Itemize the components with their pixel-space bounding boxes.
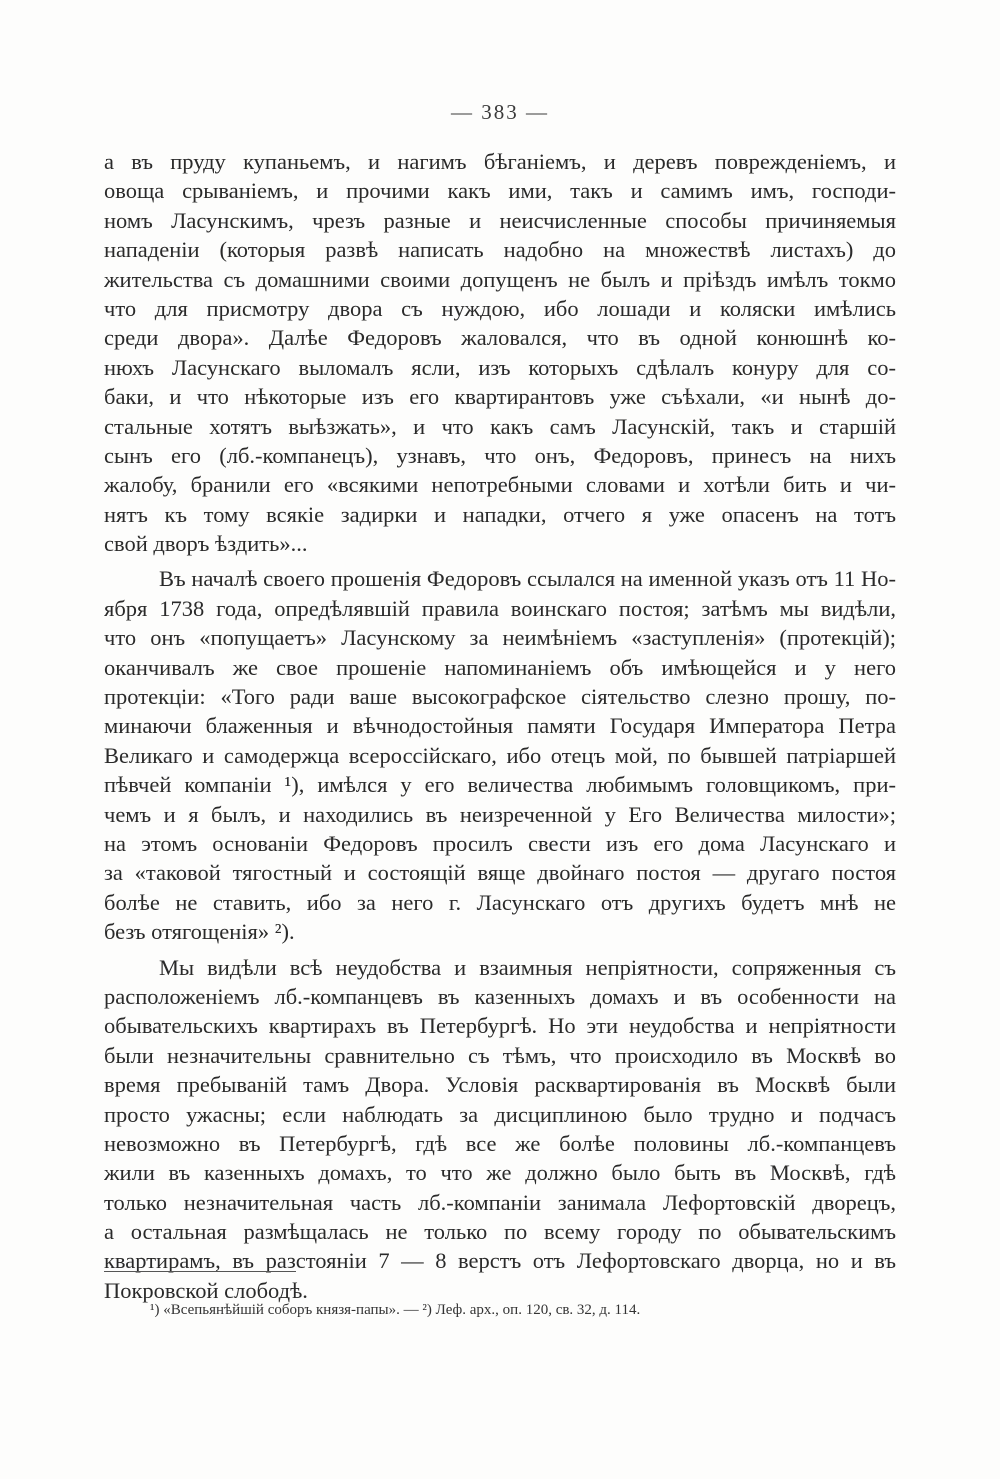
text-line: а въ пруду купаньемъ, и нагимъ бѣганiемъ, и деревъ поврежденiемъ, и xyxy=(104,149,896,174)
text-line: стальные хотятъ выѣзжать», и что какъ самъ Ласунскiй, такъ и старшiй xyxy=(104,413,896,439)
text-line: безъ отягощенiя» ²). xyxy=(104,919,295,945)
text-line: жалобу, бранили его «всякими непотребными словами и хотѣли бить и чи- xyxy=(104,472,896,498)
text-line: что онъ «попущаетъ» Ласунскому за неимѣнiемъ «заступленiя» (протекцiй); xyxy=(104,625,896,651)
text-line: ября 1738 года, опредѣлявшiй правила воинскаго постоя; затѣмъ мы видѣли, xyxy=(104,595,896,621)
text-line: Мы видѣли всѣ неудобства и взаимныя непрiятности, сопряженныя съ xyxy=(159,954,896,980)
text-line: на этомъ основанiи Федоровъ просилъ свести изъ его дома Ласунскаго и xyxy=(104,830,896,856)
text-line: квартирамъ, въ разстоянiи 7 — 8 верстъ отъ Лефортовскаго дворца, но и въ xyxy=(104,1248,896,1274)
text-line: нюхъ Ласунскаго выломалъ ясли, изъ которыхъ сдѣлалъ конуру для со- xyxy=(104,354,896,380)
text-line: чемъ и я былъ, и находились въ неизреченной у Его Величества милости»; xyxy=(104,801,896,827)
text-line: нятъ къ тому всякiе задирки и нападки, отчего я уже опасенъ на тотъ xyxy=(104,501,896,527)
text-line: Великаго и самодержца всероссiйскаго, ибо отецъ мой, по бывшей патрiаршей xyxy=(104,742,896,768)
text-line: невозможно въ Петербургѣ, гдѣ все же болѣе половины лб.-компанцевъ xyxy=(104,1130,896,1156)
text-line: овоща срыванiемъ, и прочими какъ ими, такъ и самимъ имъ, господи- xyxy=(104,178,896,204)
text-line: баки, и что нѣкоторые изъ его квартирантовъ уже съѣхали, «и нынѣ до- xyxy=(104,384,896,410)
text-line: Покровской слободѣ. xyxy=(104,1277,308,1303)
text-line: обывательскихъ квартирахъ въ Петербургѣ. Но эти неудобства и непрiятности xyxy=(104,1013,896,1039)
text-line: что для присмотру двора съ нуждою, ибо лошади и коляски имѣлись xyxy=(104,295,896,321)
text-line: нападенiи (которыя развѣ написать надобно на множествѣ листахъ) до xyxy=(104,237,896,263)
text-line: расположенiемъ лб.-компанцевъ въ казенныхъ домахъ и въ особенности на xyxy=(104,983,896,1009)
text-line: пѣвчей компанiи ¹), имѣлся у его величества любимымъ головщикомъ, при- xyxy=(104,772,896,798)
text-line: только незначительная часть лб.-компанiи занимала Лефортовскiй дворецъ, xyxy=(104,1189,896,1215)
body-text xyxy=(104,147,896,1305)
text-line: просто ужасны; если наблюдать за дисциплиною было трудно и подчасъ xyxy=(104,1101,896,1127)
footnotes: ¹) «Всепьянѣйшiй соборъ князя-папы». — ²) Леф. арх., оп. 120, св. 32, д. 114. xyxy=(150,1302,641,1318)
footnote-divider xyxy=(104,1271,296,1272)
text-line: среди двора». Далѣе Федоровъ жаловался, что въ одной конюшнѣ ко- xyxy=(104,325,896,351)
page-number: — 383 — xyxy=(451,100,549,124)
text-line: время пребыванiй тамъ Двора. Условiя расквартированiя въ Москвѣ были xyxy=(104,1072,896,1098)
text-line: минаючи блаженныя и вѣчнодостойныя памяти Государя Императора Петра xyxy=(104,713,896,739)
text-line: сынъ его (лб.-компанецъ), узнавъ, что онъ, Федоровъ, принесъ на нихъ xyxy=(104,442,896,468)
text-line: свой дворъ ѣздить»... xyxy=(104,531,308,557)
text-line: протекцiи: «Того ради ваше высокографское сiятельство слезно прошу, по- xyxy=(104,684,896,710)
text-line: Въ началѣ своего прошенiя Федоровъ ссылался на именной указъ отъ 11 Но- xyxy=(159,566,896,592)
text-line: болѣе не ставить, ибо за него г. Ласунскаго отъ другихъ будетъ мнѣ не xyxy=(104,889,896,915)
text-line: а остальная размѣщалась не только по всему городу по обывательскимъ xyxy=(104,1219,896,1245)
text-line: жили въ казенныхъ домахъ, то что же должно было быть въ Москвѣ, гдѣ xyxy=(104,1160,896,1186)
text-line: оканчивалъ же свое прошенiе напоминанiемъ объ имѣющейся и у него xyxy=(104,654,896,680)
text-line: номъ Ласунскимъ, чрезъ разные и неисчисленные способы причиняемыя xyxy=(104,207,896,233)
text-line: жительства съ домашними своими допущенъ не былъ и прiѣздъ имѣлъ токмо xyxy=(104,266,896,292)
text-line: за «таковой тягостный и состоящiй вяще двойнаго постоя — другаго постоя xyxy=(104,860,896,886)
text-line: были незначительны сравнительно съ тѣмъ, что происходило въ Москвѣ во xyxy=(104,1042,896,1068)
